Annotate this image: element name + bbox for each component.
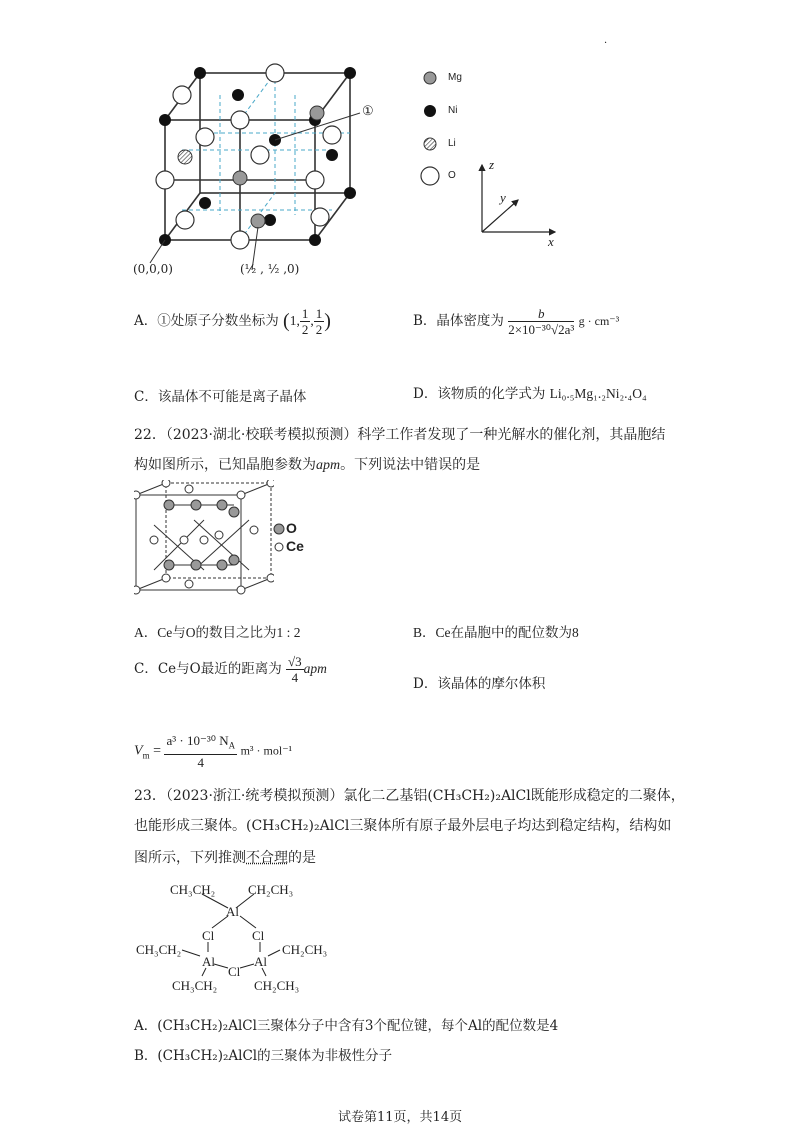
legend-ce-q22: Ce bbox=[286, 538, 304, 554]
annotation-circle-1: ① bbox=[362, 104, 374, 119]
q22-option-a[interactable]: A．Ce与O的数目之比为1 : 2 bbox=[134, 625, 301, 640]
q23-stem-line2: 也能形成三聚体。(CH₃CH₂)₂AlCl三聚体所有原子最外层电子均达到稳定结构，结构如 bbox=[134, 818, 672, 834]
axis-x-label: x bbox=[548, 234, 554, 249]
q23-option-b[interactable]: B．(CH₃CH₂)₂AlCl的三聚体为非极性分子 bbox=[134, 1048, 393, 1064]
q21-option-a[interactable]: A．①处原子分数坐标为 (1, $\frac{1}{2}$ , $\frac{1}{2}$ ) bbox=[134, 306, 331, 337]
molar-volume-formula: $V_m$ = $\frac{a^3 \cdot 10^{-30} N_A}{4}$ m³ · mol⁻¹ bbox=[134, 733, 293, 770]
coord-1-half-half: ( bbox=[283, 310, 290, 332]
legend-o: O bbox=[448, 170, 456, 181]
q22-option-c[interactable]: C．Ce与O最近的距离为 $\frac{√3}{4}$ apm bbox=[134, 654, 327, 685]
legend-o-q22: O bbox=[286, 520, 297, 536]
q23-option-a[interactable]: A．(CH₃CH₂)₂AlCl三聚体分子中含有3个配位键，每个Al的配位数是4 bbox=[134, 1018, 559, 1034]
q22-stem-line2: 构如图所示，已知晶胞参数为apm。下列说法中错误的是 bbox=[134, 457, 481, 473]
axes-diagram bbox=[470, 160, 570, 250]
legend-ni: Ni bbox=[448, 105, 458, 116]
crystal-cell-figure-1 bbox=[120, 45, 450, 285]
coord-origin-label: (0,0,0) bbox=[133, 262, 173, 276]
axis-z-label: z bbox=[489, 157, 495, 172]
q21-option-d[interactable]: D．该物质的化学式为 Li₀.₅Mg₁.₂Ni₂.₄O₄ bbox=[413, 386, 647, 402]
density-fraction: $\frac{b}{\text{2×10⁻³⁰√2a³}}$ bbox=[508, 306, 575, 337]
q23-stem-line1: 23．（2023·浙江·统考模拟预测）氯化二乙基铝(CH₃CH₂)₂AlCl既能形成稳定的二聚体， bbox=[134, 788, 685, 804]
ceo2-unit-cell-figure bbox=[134, 480, 274, 595]
q21-option-b[interactable]: B．晶体密度为 $\frac{b}{\text{2×10⁻³⁰√2a³}}$ g · cm⁻³ bbox=[413, 306, 620, 337]
q22-option-b[interactable]: B．Ce在晶胞中的配位数为8 bbox=[413, 625, 579, 640]
legend-fig1-symbols bbox=[420, 66, 444, 186]
q22-option-d[interactable]: D．该晶体的摩尔体积 bbox=[413, 676, 546, 692]
q22-stem-line1: 22．（2023·湖北·校联考模拟预测）科学工作者发现了一种光解水的催化剂，其晶胞结 bbox=[134, 427, 666, 443]
axis-y-label: y bbox=[500, 190, 506, 205]
page-mark: · bbox=[604, 38, 608, 49]
trimer-structure: CH₃CH₂ CH₂CH₃ Al Cl Cl CH₃CH₂ CH₂CH₃ Al Al Cl CH₃CH₂ CH₂CH₃ bbox=[136, 882, 328, 993]
q23-stem-line3: 图所示，下列推测不合理的是 bbox=[134, 850, 316, 866]
legend-q22-symbols bbox=[272, 522, 286, 554]
page-footer: 试卷第11页，共14页 bbox=[338, 1110, 463, 1125]
q21-option-c[interactable]: C．该晶体不可能是离子晶体 bbox=[134, 389, 307, 405]
coord-half-label: (½ , ½ ,0) bbox=[240, 262, 300, 276]
legend-mg: Mg bbox=[448, 72, 462, 83]
legend-li: Li bbox=[448, 138, 456, 149]
